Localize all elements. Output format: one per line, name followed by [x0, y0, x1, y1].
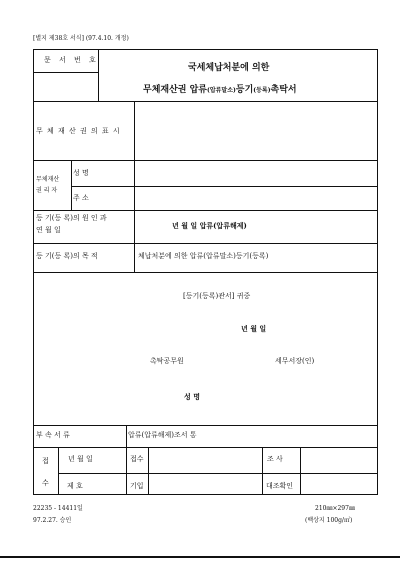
paper-size: 210㎜×297㎜ — [315, 505, 355, 512]
title-line-2 — [143, 79, 297, 95]
receipt-side-1: 접 — [42, 457, 49, 465]
form-number: [별지 제38호 서식] (97.4.10. 개정) — [33, 35, 129, 42]
ledger-check-label: 대조확인 — [266, 482, 294, 490]
recipient-line: [등기(등록)관서] 귀중 — [183, 292, 251, 300]
table-border-bottom — [33, 494, 378, 495]
divider — [33, 210, 378, 211]
rights-display-label: 무 체 재 산 권 의 표 시 — [36, 127, 121, 135]
divider — [300, 447, 301, 494]
name-label: 성 명 — [73, 169, 89, 177]
title-part-d: (등록) — [253, 87, 271, 94]
divider — [33, 447, 378, 448]
seal-name-label: 성 명 — [184, 392, 200, 401]
receipt-date-label: 년 월 일 — [68, 455, 93, 463]
divider — [33, 72, 98, 73]
divider — [58, 473, 378, 474]
divider — [58, 447, 59, 494]
cause-value: 년 월 일 압류(압류해제) — [172, 221, 247, 230]
form-code: 22235 - 14411일 — [33, 505, 83, 512]
purpose-value: 체납처분에 의한 압류(압류말소)등기(등록) — [138, 252, 269, 260]
divider — [33, 101, 378, 102]
receipt-side-2: 수 — [42, 479, 49, 487]
holder-label-1: 무체재산 — [36, 176, 60, 183]
date-line: 년 월 일 — [241, 324, 267, 333]
tax-office-seal: 세무서장(인) — [275, 357, 315, 365]
title-part-b: (압류말소) — [207, 87, 236, 94]
official-label: 촉탁공무원 — [150, 357, 184, 365]
divider — [126, 425, 127, 447]
divider — [33, 243, 378, 244]
holder-label-2: 권 리 자 — [36, 187, 58, 194]
receipt-number-label: 접수 — [130, 455, 144, 463]
doc-number-label: 문 서 번 호 — [44, 56, 99, 64]
attachment-label: 부 속 서 류 — [36, 431, 70, 439]
table-border-top — [33, 49, 378, 50]
title-part-a: 무체재산권 압류 — [143, 85, 207, 95]
review-label: 조 사 — [267, 455, 283, 463]
cause-label-2: 연 월 일 — [36, 226, 61, 234]
entry-label: 기입 — [130, 482, 144, 490]
title-part-e: 촉탁서 — [270, 85, 297, 95]
divider — [262, 447, 263, 494]
divider — [148, 447, 149, 494]
divider — [71, 186, 378, 187]
paper-type: (백상지 100g/㎡) — [305, 517, 353, 524]
divider — [126, 447, 127, 494]
purpose-label: 등 기(등 록)의 목 적 — [36, 252, 98, 260]
divider — [33, 272, 378, 273]
divider — [71, 160, 72, 210]
approval-date: 97.2.27. 승인 — [33, 517, 72, 524]
divider — [33, 425, 378, 426]
address-label: 주 소 — [73, 194, 89, 202]
cause-label-1: 등 기(등 록)의 원 인 과 — [36, 214, 107, 222]
divider — [33, 160, 378, 161]
title-line-1: 국세체납처분에 의한 — [188, 63, 270, 73]
page-edge — [0, 556, 400, 558]
receipt-no-label: 제 호 — [67, 482, 83, 490]
attachment-value: 압류(압류해제)조서 통 — [128, 431, 197, 439]
title-part-c: 등기 — [235, 85, 254, 95]
